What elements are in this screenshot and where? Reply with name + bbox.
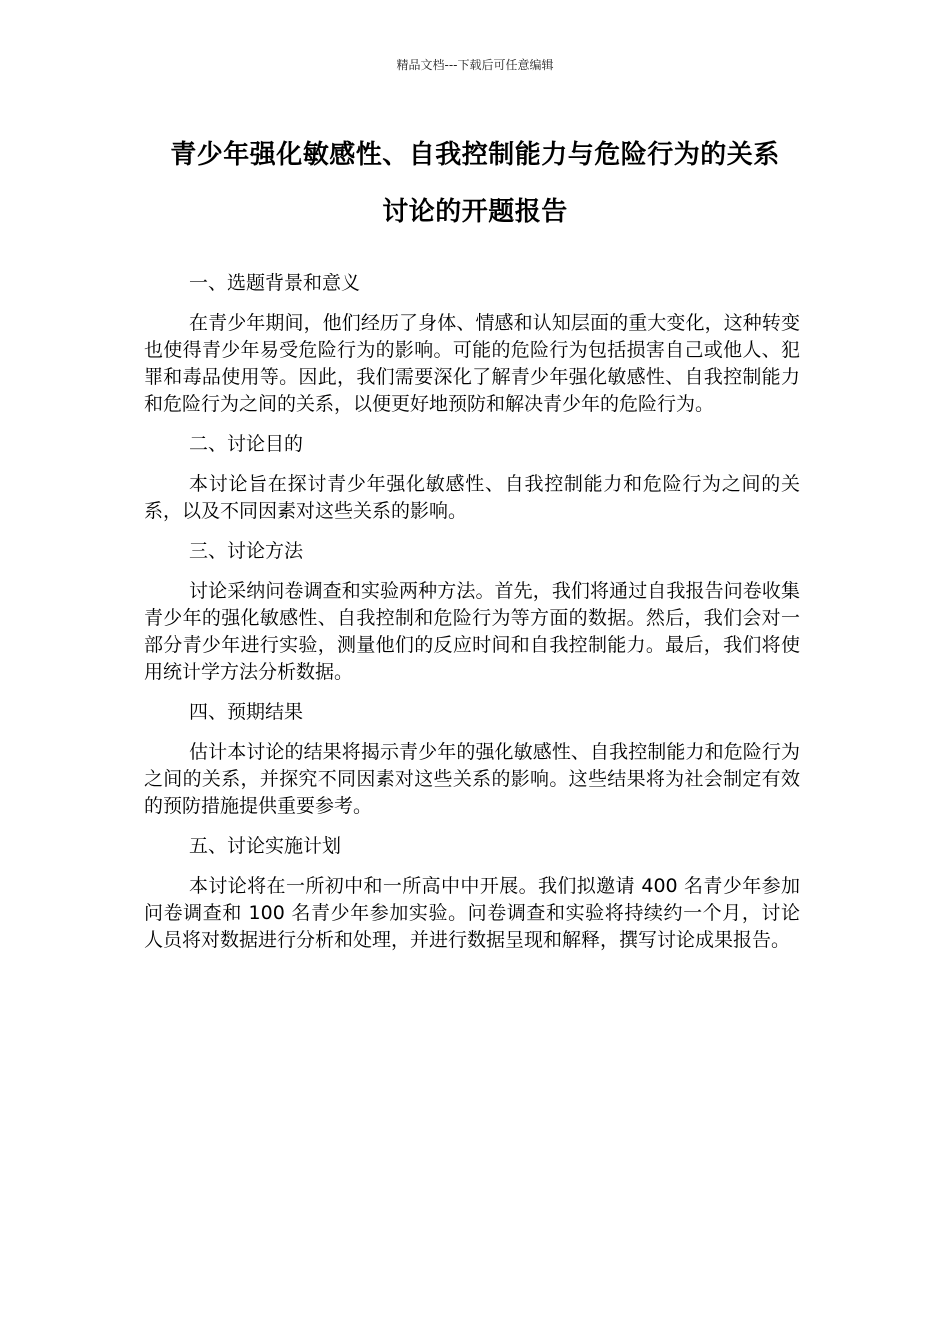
section-heading: 五、讨论实施计划 (189, 835, 342, 857)
section-heading: 三、讨论方法 (189, 540, 304, 562)
document-title-line-2: 讨论的开题报告 (382, 197, 568, 227)
document-title-line-1: 青少年强化敏感性、自我控制能力与危险行为的关系 (170, 140, 780, 170)
section-paragraph: 讨论采纳问卷调查和实验两种方法。首先，我们将通过自我报告问卷收集青少年的强化敏感性、自我控制和危险行为等方面的数据。然后，我们会对一部分青少年进行实验，测量他们的反应时间和自我控制能力。最后，我们将使用统计学方法分析数据。 (144, 580, 800, 683)
section-heading: 一、选题背景和意义 (189, 272, 361, 294)
section-paragraph: 估计本讨论的结果将揭示青少年的强化敏感性、自我控制能力和危险行为之间的关系，并探究不同因素对这些关系的影响。这些结果将为社会制定有效的预防措施提供重要参考。 (144, 741, 800, 817)
section-heading: 四、预期结果 (189, 701, 304, 723)
section-paragraph: 在青少年期间，他们经历了身体、情感和认知层面的重大变化，这种转变也使得青少年易受危险行为的影响。可能的危险行为包括损害自己或他人、犯罪和毒品使用等。因此，我们需要深化了解青少年强化敏感性、自我控制能力和危险行为之间的关系，以便更好地预防和解决青少年的危险行为。 (144, 312, 800, 415)
section-implementation-plan (144, 833, 800, 954)
section-method (144, 538, 800, 686)
header-note: 精品文档---下载后可任意编辑 (396, 58, 554, 72)
section-paragraph: 本讨论将在一所初中和一所高中中开展。我们拟邀请 400 名青少年参加问卷调查和 100 名青少年参加实验。问卷调查和实验将持续约一个月，讨论人员将对数据进行分析和处理，并进行数据呈现和解释，撰写讨论成果报告。 (144, 875, 800, 951)
section-background (144, 270, 800, 418)
section-purpose (144, 431, 800, 525)
section-expected-results (144, 699, 800, 820)
section-paragraph: 本讨论旨在探讨青少年强化敏感性、自我控制能力和危险行为之间的关系，以及不同因素对这些关系的影响。 (144, 473, 800, 522)
document-body (144, 270, 800, 967)
section-heading: 二、讨论目的 (189, 433, 304, 455)
